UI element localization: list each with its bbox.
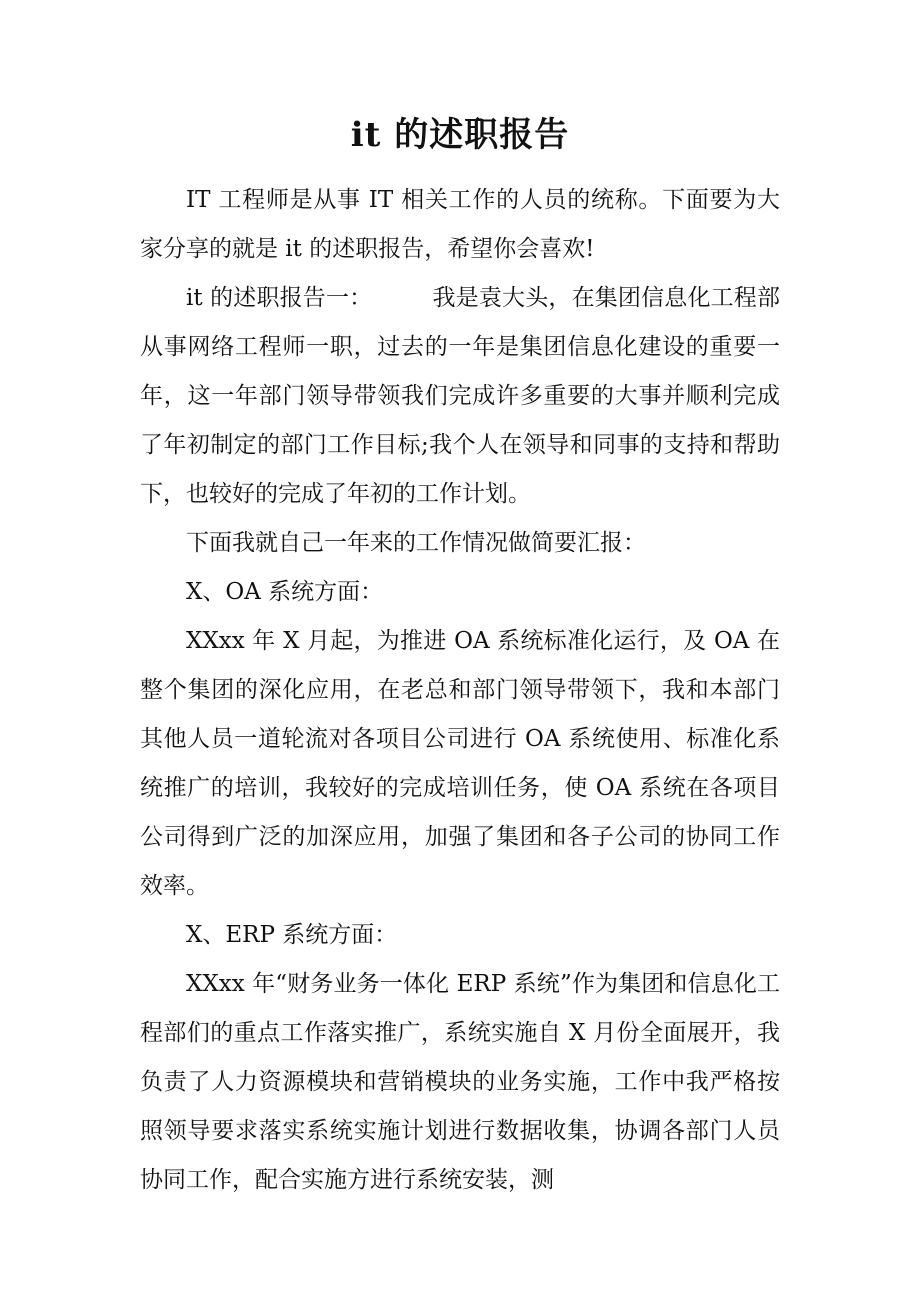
oa-paragraph: XXxx 年 X 月起，为推进 OA 系统标准化运行，及 OA 在整个集团的深化应用，在老总和部门领导带领下，我和本部门其他人员一道轮流对各项目公司进行 OA 系统使用、标准化系统推广的培训，我较好的完成培训任务，使 OA 系统在各项目公司得到广泛的加深应用，加强了集团和各子公司的协同工作效率。 (140, 628, 780, 899)
intro-paragraph: IT 工程师是从事 IT 相关工作的人员的统称。下面要为大家分享的就是 it 的述职报告，希望你会喜欢! (140, 187, 780, 262)
erp-paragraph: XXxx 年“财务业务一体化 ERP 系统”作为集团和信息化工程部们的重点工作落实推广，系统实施自 X 月份全面展开，我负责了人力资源模块和营销模块的业务实施，工作中我严格按照领导要求落实系统实施计划进行数据收集，协调各部门人员协同工作，配合实施方进行系统安装，测 (140, 971, 780, 1193)
summary-intro-paragraph: 下面我就自己一年来的工作情况做简要汇报： (186, 530, 646, 556)
report-one-label: it 的述职报告一： (186, 285, 373, 311)
report-one-paragraph (140, 274, 780, 519)
section-heading-oa: X、OA 系统方面： (186, 579, 384, 605)
document-title: it 的述职报告 (350, 115, 570, 155)
section-heading-erp: X、ERP 系统方面： (186, 922, 398, 948)
report-one-body: 我是袁大头，在集团信息化工程部从事网络工程师一职，过去的一年是集团信息化建设的重要一年，这一年部门领导带领我们完成许多重要的大事并顺利完成了年初制定的部门工作目标;我个人在领导和同事的支持和帮助下，也较好的完成了年初的工作计划。 (140, 285, 780, 507)
